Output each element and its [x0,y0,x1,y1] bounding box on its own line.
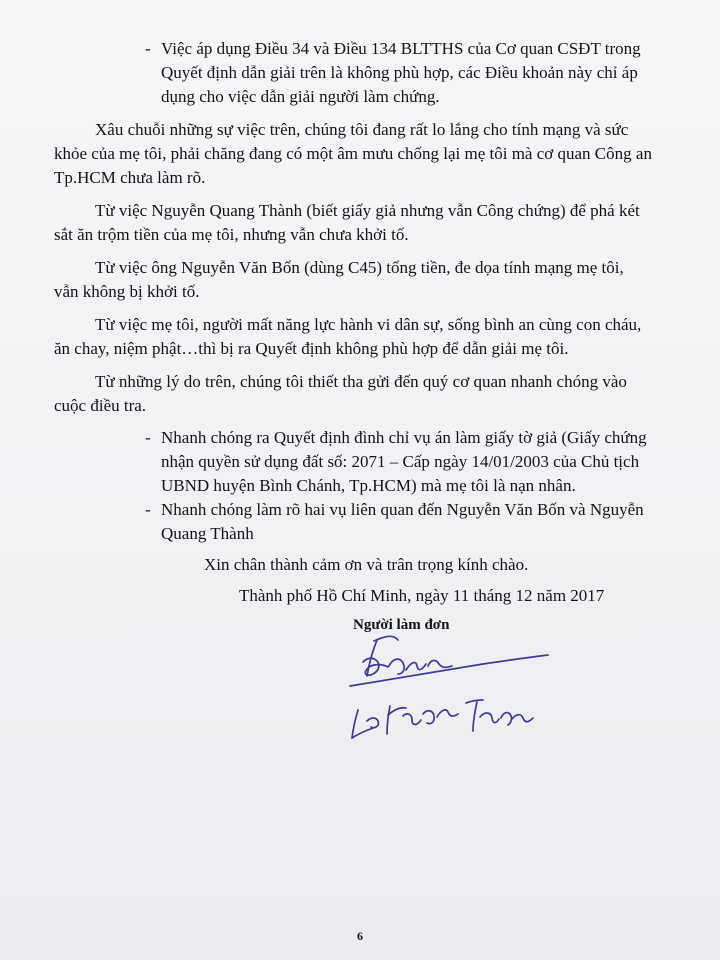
paragraph-line: sắt ăn trộm tiền của mẹ tôi, nhưng vẫn chưa khởi tố. [54,225,409,244]
signer-title: Người làm đơn [353,617,450,633]
request-line: Nhanh chóng làm rõ hai vụ liên quan đến Nguyễn Văn Bốn và Nguyễn [161,500,644,519]
request-line: Nhanh chóng ra Quyết định đình chỉ vụ án làm giấy tờ giả (Giấy chứng [161,428,647,447]
request-line: Quang Thành [161,524,254,543]
paragraph-line: Từ những lý do trên, chúng tôi thiết tha gửi đến quý cơ quan nhanh chóng vào [95,372,627,391]
paragraph-line: cuộc điều tra. [54,396,147,415]
signature-icon [345,622,550,740]
bullet-line: Việc áp dụng Điều 34 và Điều 134 BLTTHS của Cơ quan CSĐT trong [161,39,641,58]
paragraph-line: Xâu chuỗi những sự việc trên, chúng tôi đang rất lo lắng cho tính mạng và sức [95,120,629,139]
request-dash: - [145,428,151,447]
closing-line: Xin chân thành cảm ơn và trân trọng kính chào. [204,555,529,574]
bullet-line: dụng cho việc dẫn giải người làm chứng. [161,87,440,106]
paragraph-line: Từ việc ông Nguyễn Văn Bốn (dùng C45) tống tiền, đe dọa tính mạng mẹ tôi, [95,258,624,277]
bullet-line: Quyết định dẫn giải trên là không phù hợp, các Điều khoản này chỉ áp [161,63,638,82]
paragraph-line: vẫn không bị khởi tố. [54,282,200,301]
page-number: 6 [357,929,363,943]
paragraph-line: Từ việc mẹ tôi, người mất năng lực hành vi dân sự, sống bình an cùng con cháu, [95,315,642,334]
paragraph-line: Từ việc Nguyễn Quang Thành (biết giấy giả nhưng vẫn Công chứng) để phá két [95,201,640,220]
request-line: UBND huyện Bình Chánh, Tp.HCM) mà mẹ tôi là nạn nhân. [161,476,576,495]
place-date: Thành phố Hồ Chí Minh, ngày 11 tháng 12 năm 2017 [239,586,605,605]
request-dash: - [145,500,151,519]
request-line: nhận quyền sử dụng đất số: 2071 – Cấp ngày 14/01/2003 của Chủ tịch [161,452,640,471]
bullet-dash: - [145,39,151,58]
paragraph-line: Tp.HCM chưa làm rõ. [54,168,206,187]
paragraph-line: ăn chay, niệm phật…thì bị ra Quyết định không phù hợp để dẫn giải mẹ tôi. [54,339,569,358]
paragraph-line: khỏe của mẹ tôi, phải chăng đang có một âm mưu chống lại mẹ tôi mà cơ quan Công an [54,144,652,163]
